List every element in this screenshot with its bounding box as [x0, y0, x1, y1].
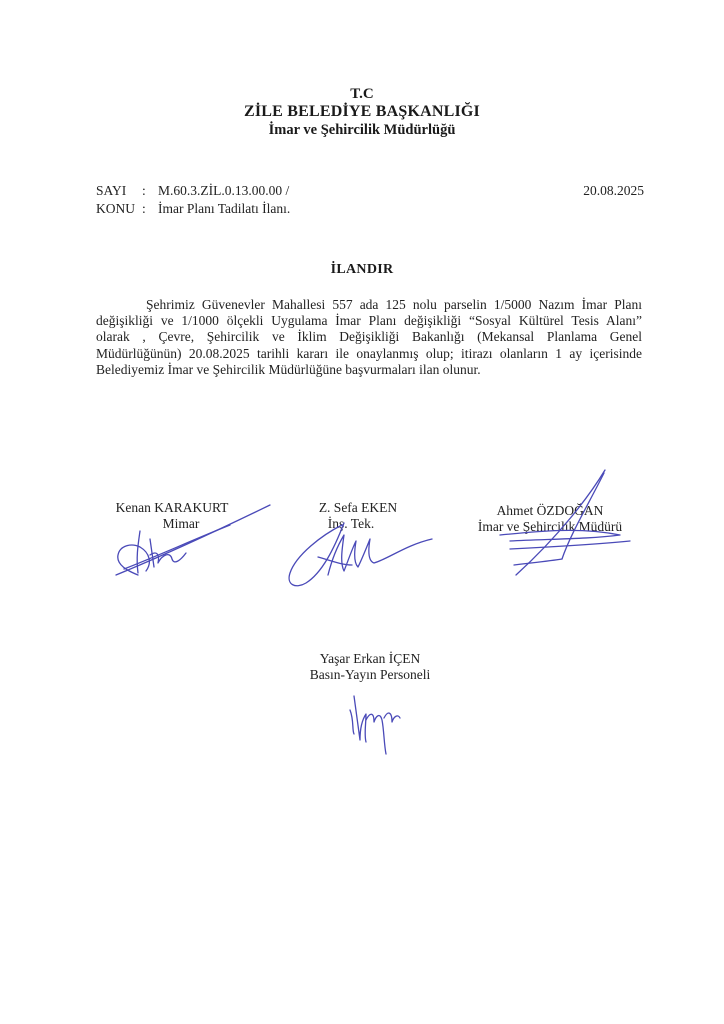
konu-value: İmar Planı Tadilatı İlanı.: [158, 201, 291, 216]
konu-row: [96, 200, 290, 218]
document-meta: [96, 182, 290, 218]
signatory-name: Ahmet ÖZDOĞAN: [496, 503, 604, 518]
konu-label: KONU: [96, 201, 135, 216]
body-line: değişikliği ve 1/1000 ölçekli Uygulama İmar Planı değişikliği “Sosyal Kültürel Tesis Alanı”: [96, 313, 642, 329]
body-line: Belediyemiz İmar ve Şehircilik Müdürlüğüne başvurmaları ilan olunur.: [96, 361, 481, 377]
body-line: Şehrimiz Güvenevler Mahallesi 557 ada 125 nolu parselin 1/5000 Nazım İmar Planı: [146, 297, 642, 312]
signatory-title: İmar ve Şehircilik Müdürü: [477, 519, 623, 534]
sayi-value: M.60.3.ZİL.0.13.00.00 /: [158, 183, 290, 198]
signatory-title: İnş. Tek.: [327, 516, 375, 531]
signature-icen-icon: [340, 690, 410, 760]
document-date: 20.08.2025: [583, 183, 644, 198]
signature-eken-icon: [282, 505, 442, 595]
header-department: İmar ve Şehircilik Müdürlüğü: [268, 122, 456, 138]
sayi-row: [96, 182, 290, 200]
header-state: T.C: [350, 86, 374, 102]
signatory-title: Basın-Yayın Personeli: [309, 667, 431, 682]
document-title: İLANDIR: [330, 262, 394, 277]
konu-colon: :: [142, 201, 146, 216]
signature-karakurt-icon: [110, 495, 280, 585]
header-institution: ZİLE BELEDİYE BAŞKANLIĞI: [244, 103, 480, 120]
signatory-name: Yaşar Erkan İÇEN: [319, 651, 421, 666]
sayi-colon: :: [142, 183, 146, 198]
sayi-label: SAYI: [96, 183, 127, 198]
signature-ozdogan-icon: [480, 465, 640, 580]
signatory-title: Mimar: [162, 516, 200, 531]
signatory-name: Z. Sefa EKEN: [318, 500, 398, 515]
announcement-body: [96, 297, 642, 378]
body-line: Müdürlüğünün) 20.08.2025 tarihli kararı ile onaylanmış olup; itirazı olanların 1 ay içerisinde: [96, 345, 642, 361]
signatory-name: Kenan KARAKURT: [115, 500, 229, 515]
body-line: olarak , Çevre, Şehircilik ve İklim Değişikliği Bakanlığı (Mekansal Planlama Genel: [96, 329, 642, 345]
document-header: [0, 86, 724, 139]
signatory-icen: [300, 651, 440, 683]
